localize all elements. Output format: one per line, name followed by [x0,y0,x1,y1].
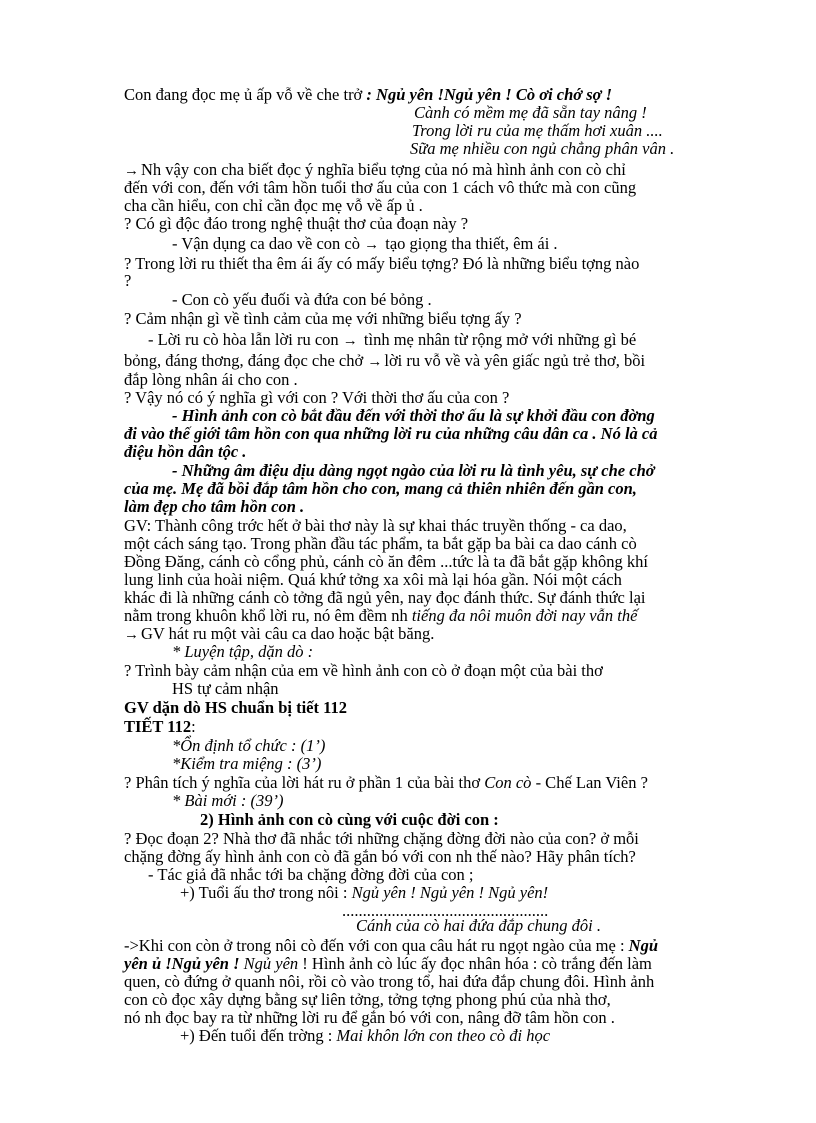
text-line: Đồng Đăng, cánh cò cổng phủ, cánh cò ăn đêm ...tức là ta đã bắt gặp không khí [124,552,648,571]
text-line: đắp lòng nhân ái cho con . [124,370,298,389]
text-line: *Kiểm tra miệng : (3’) [172,754,322,773]
emphasis-line: của mẹ. Mẹ đã bồi đắp tâm hồn cho con, mang cả thiên nhiên đến gần con, [124,479,637,498]
text-span: ? Phân tích ý nghĩa của lời hát ru ở phần 1 của bài thơ [124,773,485,792]
text-line: con cò đọc xây dựng bằng sự liên tởng, tởng tợng phong phú của nhà thơ, [124,990,611,1009]
heading-text: : [191,717,196,736]
text-span: tình mẹ nhân từ rộng mở với những gì bé [359,330,637,349]
text-line: ? Trình bày cảm nhận của em về hình ảnh con cò ở đoạn một của bài thơ [124,661,603,680]
text-line [180,884,548,901]
arrow-icon: → [364,237,380,253]
text-line: nó nh đọc bay ra từ những lời ru để gắn bó với con, nâng đỡ tâm hồn con . [124,1008,615,1027]
text-line: khác đi là những cánh cò tởng đã ngủ yên, nay đọc đánh thức. Sự đánh thức lại [124,588,646,607]
text-line: * Bài mới : (39’) [172,791,284,810]
text-span: - Chế Lan Viên ? [531,773,648,792]
arrow-icon: → [342,333,358,349]
poem-line: : Ngủ yên !Ngủ yên ! Cò ơi chớ sợ ! [366,85,613,104]
text-line: HS tự cảm nhận [172,679,279,698]
emphasis-line: làm đẹp cho tâm hồn con . [124,497,305,516]
text-line: ? Vậy nó có ý nghĩa gì với con ? Với thời thơ ấu của con ? [124,388,510,407]
emphasis-line: - Những âm điệu dịu dàng ngọt ngào của lời ru là tình yêu, sự che chở [172,461,655,480]
text-span: GV hát ru một vài câu ca dao hoặc bật băng. [141,624,435,643]
text-line: đến với con, đến với tâm hồn tuổi thơ ấu của con 1 cách vô thức mà con cũng [124,178,637,197]
emphasis-line: đi vào thế giới tâm hồn con qua những lời ru của những câu dân ca . Nó là cả [124,424,658,443]
text-span: ! Hình ảnh cò lúc ấy đọc nhân hóa : cò trắng đến làm [298,954,652,973]
text-line: ? Cảm nhận gì về tình cảm của mẹ với những biểu tợng ấy ? [124,309,522,328]
poem-line: Trong lời ru của mẹ thấm hơi xuân .... [412,121,663,140]
text-span: yên ủ !Ngủ yên ! [124,954,244,973]
text-line [180,1027,550,1044]
text-line [124,86,612,103]
text-span: bỏng, đáng thơng, đáng đọc che chở [124,351,368,370]
text-span: lời ru vỗ về và yên giấc ngủ trẻ thơ, bồi [384,351,646,370]
section-heading [124,718,196,735]
text-span: tạo giọng tha thiết, êm ái . [381,234,558,253]
text-span: +) Tuổi ấu thơ trong nôi : [180,883,352,902]
text-line: * Luyện tập, dặn dò : [172,642,314,661]
text-span: nằm trong khuôn khổ lời ru, nó êm đềm nh [124,606,412,625]
text-line [172,235,558,254]
arrow-icon: → [124,163,139,179]
text-line [124,607,637,624]
text-span: Ngủ yên [243,954,299,973]
text-span: Ngủ yên ! Ngủ yên ! Ngủ yên! [351,883,549,902]
text-span: Ngủ [628,936,659,955]
text-span: Mai khôn lớn con theo cò đi học [336,1026,551,1045]
text-span: - Vận dụng ca dao về con cò [172,234,365,253]
text-span: ->Khi con còn ở trong nôi cò đến với con qua câu hát ru ngọt ngào của mẹ : [124,936,629,955]
poem-line: Cánh của cò hai đứa đắp chung đôi . [356,916,602,935]
emphasis-line: - Hình ảnh con cò bắt đầu đến với thời thơ ấu là sự khởi đầu con đờng [172,406,655,425]
text-line: ? Đọc đoạn 2? Nhà thơ đã nhắc tới những chặng đờng đời nào của con? ở mỗi [124,829,639,848]
text-line: GV: Thành công trớc hết ở bài thơ này là sự khai thác truyền thống - ca dao, [124,516,627,535]
text-span: Con đang đọc mẹ ủ ấp vỗ về che trở [124,85,367,104]
arrow-icon: → [367,354,383,370]
section-heading: 2) Hình ảnh con cò cùng với cuộc đời con : [200,810,499,829]
text-line [124,352,645,371]
text-line [124,955,652,972]
emphasis-line: điệu hồn dân tộc . [124,442,247,461]
text-span: tiếng đa nôi muôn đời nay vẫn thế [411,606,638,625]
section-heading: GV dặn dò HS chuẩn bị tiết 112 [124,698,347,717]
text-line: ? Có gì độc đáo trong nghệ thuật thơ của đoạn này ? [124,214,469,233]
text-line: - Con cò yếu đuối và đứa con bé bỏng . [172,290,432,309]
text-span: Nh vậy con cha biết đọc ý nghĩa biểu tợng của nó mà hình ảnh con cò chỉ [141,160,626,179]
text-span: Con cò [484,773,532,792]
text-line [148,331,636,350]
dotted-separator: .................................................. [342,901,549,920]
arrow-icon: → [124,627,139,643]
text-line [124,937,658,954]
heading-text: TIẾT 112 [124,717,192,736]
text-line: quen, cò đứng ở quanh nôi, rồi cò vào trong tổ, hai đứa đắp chung đôi. Hình ảnh [124,972,655,991]
text-line: ? [124,271,132,290]
text-line: ? Trong lời ru thiết tha êm ái ấy có mấy biểu tợng? Đó là những biểu tợng nào [124,254,640,273]
text-line: chặng đờng ấy hình ảnh con cò đã gắn bó với con nh thế nào? Hãy phân tích? [124,847,636,866]
text-line: lung linh của hoài niệm. Quá khứ tởng xa xôi mà lại hóa gần. Nói một cách [124,570,622,589]
text-line: một cách sáng tạo. Trong phần đầu tác phẩm, ta bắt gặp ba bài ca dao cánh cò [124,534,637,553]
text-span: - Lời ru cò hòa lẫn lời ru con [148,330,343,349]
text-span: +) Đến tuổi đến trờng : [180,1026,337,1045]
text-line: - Tác giả đã nhắc tới ba chặng đờng đời của con ; [148,865,474,884]
text-line: cha cần hiểu, con chỉ cần đọc mẹ vỗ về ấp ủ . [124,196,423,215]
poem-line: Cành có mềm mẹ đã sẵn tay nâng ! [414,103,647,122]
text-line: *Ổn định tổ chức : (1’) [172,736,326,755]
poem-line: Sữa mẹ nhiều con ngủ chẳng phân vân . [410,139,675,158]
text-line [124,774,648,791]
